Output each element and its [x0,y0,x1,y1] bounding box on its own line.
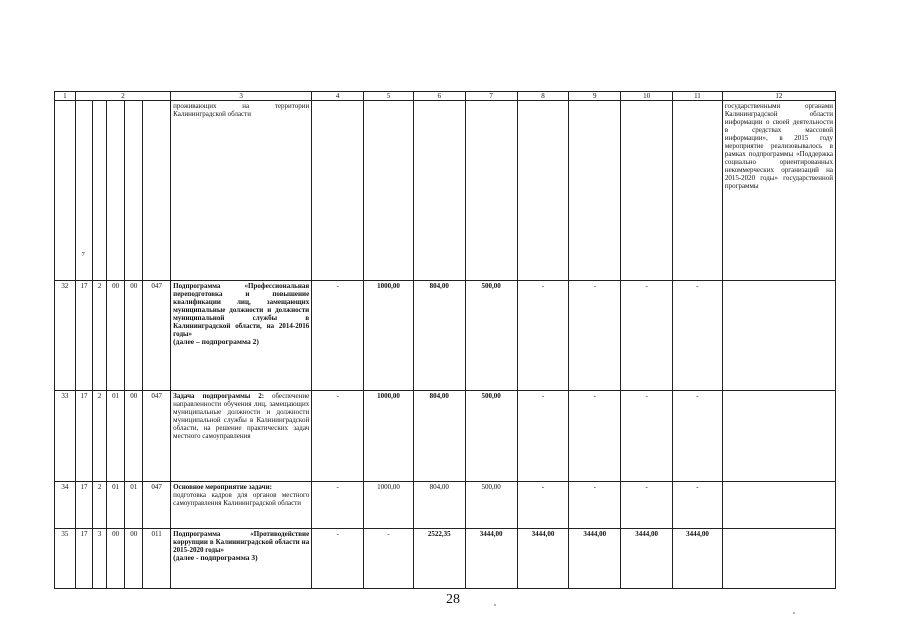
code-cell: 2 [93,482,106,529]
value-cell [517,101,569,281]
value-cell: - [312,391,364,482]
value-cell: 500,00 [465,482,517,529]
code-cell: 047 [143,281,171,391]
description-heading: Задача подпрограммы 2: [173,392,265,400]
description-text: обеспечение направленности обучения лиц, замещающих муниципальные должности и должности муниципальной службы в Калининградской области, на решение практических задач местного самоуправления [173,392,310,440]
description-text: Подпрограмма «Профессиональная переподготовка и повышение квалификации лиц, замещающих муниципальные должности и должности муниципальной службы в Калининградской области, на 2014-2016 годы» [173,282,310,338]
value-cell: - [517,391,569,482]
note-cell [722,529,835,589]
table-row [55,391,836,482]
value-cell [364,101,414,281]
value-cell [413,101,465,281]
table-row [55,529,836,589]
code-cell: 17 [75,391,93,482]
subprogram-digit: 7 [81,252,85,258]
value-cell: - [312,281,364,391]
scan-speck [494,604,496,606]
note-cell [722,391,835,482]
header-cell: 3 [171,92,312,101]
header-cell: 11 [673,92,723,101]
table-row [55,281,836,391]
value-cell: 804,00 [413,482,465,529]
value-cell [465,101,517,281]
value-cell: - [312,482,364,529]
code-cell: 2 [93,391,106,482]
description-cell [171,529,312,589]
row-number: 34 [55,482,76,529]
code-cell [75,101,93,281]
value-cell: 2522,35 [413,529,465,589]
code-cell [143,101,171,281]
value-cell: - [621,391,673,482]
code-cell: 01 [106,391,125,482]
row-number: 33 [55,391,76,482]
value-cell: - [569,391,621,482]
value-cell: 500,00 [465,281,517,391]
description-text: подготовка кадров для органов местного самоуправления Калининградской области [173,491,310,507]
value-cell: - [569,281,621,391]
value-cell: 804,00 [413,391,465,482]
value-cell: - [673,281,723,391]
header-cell: 6 [413,92,465,101]
note-cell: государственными органами Калининградской области информации о своей деятельности в средствах массовой информации», в 2015 году мероприятие реализовывалось в рамках подпрограммы «Поддержка социально ориентированных некоммерческих организаций на 2015-2020 годы» государственной программы [722,101,835,281]
header-cell: 2 [75,92,170,101]
header-row [55,92,836,101]
code-cell: 00 [125,529,143,589]
description-cell: проживающих на территории Калининградской области [171,101,312,281]
row-number: 32 [55,281,76,391]
value-cell: 1000,00 [364,391,414,482]
value-cell: 1000,00 [364,281,414,391]
value-cell: 500,00 [465,391,517,482]
note-cell [722,482,835,529]
code-cell: 00 [125,391,143,482]
code-cell: 01 [106,482,125,529]
header-cell: 4 [312,92,364,101]
value-cell [673,101,723,281]
value-cell: - [673,482,723,529]
header-cell: 10 [621,92,673,101]
code-cell: 00 [106,529,125,589]
value-cell: 3444,00 [621,529,673,589]
value-cell: 3444,00 [465,529,517,589]
description-cell [171,281,312,391]
description-cell [171,482,312,529]
value-cell [569,101,621,281]
code-cell: 011 [143,529,171,589]
value-cell: 804,00 [413,281,465,391]
code-cell [93,101,106,281]
header-cell: 12 [722,92,835,101]
value-cell: - [673,391,723,482]
code-cell: 047 [143,391,171,482]
table-row-continued [55,101,836,281]
value-cell: - [621,482,673,529]
code-cell: 047 [143,482,171,529]
code-cell: 17 [75,281,93,391]
scan-speck [793,612,795,614]
code-cell: 17 [75,482,93,529]
value-cell: 3444,00 [569,529,621,589]
header-cell: 5 [364,92,414,101]
value-cell [312,101,364,281]
note-cell [722,281,835,391]
header-cell: 7 [465,92,517,101]
page-number: 28 [446,592,460,607]
value-cell: - [621,281,673,391]
table-row [55,482,836,529]
value-cell: 1000,00 [364,482,414,529]
description-note: (далее - подпрограмма 3) [173,553,258,562]
code-cell: 00 [125,281,143,391]
code-cell: 3 [93,529,106,589]
value-cell: - [517,281,569,391]
header-cell: 9 [569,92,621,101]
code-cell: 17 [75,529,93,589]
code-cell [106,101,125,281]
value-cell: - [569,482,621,529]
code-cell: 00 [106,281,125,391]
code-cell: 01 [125,482,143,529]
budget-table [54,91,836,589]
value-cell: - [364,529,414,589]
code-cell [125,101,143,281]
description-note: (далее – подпрограмма 2) [173,337,259,346]
value-cell: 3444,00 [673,529,723,589]
code-cell: 2 [93,281,106,391]
num-cell [55,101,76,281]
value-cell [621,101,673,281]
description-cell [171,391,312,482]
header-cell: 1 [55,92,76,101]
header-cell: 8 [517,92,569,101]
value-cell: - [312,529,364,589]
description-text: Подпрограмма «Противодействие коррупции в Калининградской области на 2015-2020 годы» [173,530,310,554]
value-cell: 3444,00 [517,529,569,589]
row-number: 35 [55,529,76,589]
description-heading: Основное мероприятие задачи: [173,483,272,491]
value-cell: - [517,482,569,529]
